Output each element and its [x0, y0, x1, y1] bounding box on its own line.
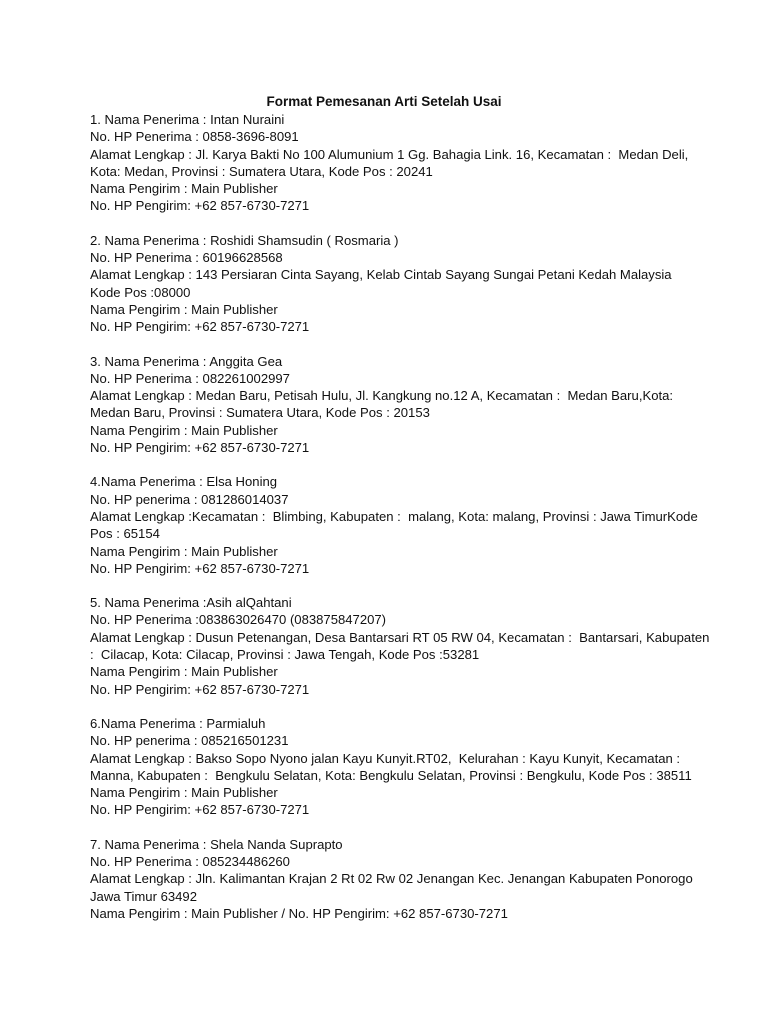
sender-name: Nama Pengirim : Main Publisher [90, 785, 278, 801]
recipient-name: 3. Nama Penerima : Anggita Gea [90, 353, 283, 369]
recipient-phone: No. HP Penerima : 60196628568 [90, 250, 283, 266]
sender-phone: No. HP Pengirim: +62 857-6730-7271 [90, 319, 310, 335]
recipient-phone: No. HP Penerima : 082261002997 [90, 370, 290, 386]
address-line: Kode Pos :08000 [90, 284, 191, 300]
address-line: Alamat Lengkap : Bakso Sopo Nyono jalan Kayu Kunyit.RT02, Kelurahan : Kayu Kunyit, Kecamatan : [90, 750, 681, 766]
order-entry-4 [90, 473, 698, 577]
order-entry-5 [90, 594, 710, 698]
sender-info: Nama Pengirim : Main Publisher / No. HP Pengirim: +62 857-6730-7271 [90, 905, 508, 921]
recipient-phone: No. HP Penerima :083863026470 (083875847207) [90, 612, 387, 628]
sender-phone: No. HP Pengirim: +62 857-6730-7271 [90, 560, 310, 576]
recipient-name: 6.Nama Penerima : Parmialuh [90, 715, 266, 731]
address-line: Kota: Medan, Provinsi : Sumatera Utara, Kode Pos : 20241 [90, 163, 433, 179]
order-entry-2 [90, 232, 690, 336]
recipient-name: 1. Nama Penerima : Intan Nuraini [90, 112, 285, 127]
address-line: Pos : 65154 [90, 526, 160, 542]
recipient-name: 5. Nama Penerima :Asih alQahtani [90, 595, 292, 611]
sender-name: Nama Pengirim : Main Publisher [90, 664, 278, 680]
address-line: Alamat Lengkap : Jl. Karya Bakti No 100 Alumunium 1 Gg. Bahagia Link. 16, Kecamatan : Medan Deli, [90, 146, 689, 162]
recipient-phone: No. HP penerima : 085216501231 [90, 733, 289, 749]
sender-phone: No. HP Pengirim: +62 857-6730-7271 [90, 802, 310, 818]
order-entry-6 [90, 715, 690, 819]
recipient-name: 4.Nama Penerima : Elsa Honing [90, 474, 278, 490]
sender-name: Nama Pengirim : Main Publisher [90, 422, 278, 438]
recipient-phone: No. HP Penerima : 0858-3696-8091 [90, 129, 299, 145]
sender-name: Nama Pengirim : Main Publisher [90, 301, 278, 317]
sender-name: Nama Pengirim : Main Publisher [90, 181, 278, 197]
address-line: Medan Baru, Provinsi : Sumatera Utara, Kode Pos : 20153 [90, 405, 430, 421]
address-line: Manna, Kabupaten : Bengkulu Selatan, Kota: Bengkulu Selatan, Provinsi : Bengkulu, Kode Pos : 38511 [90, 767, 692, 783]
order-entry-7 [90, 836, 693, 922]
recipient-name: 7. Nama Penerima : Shela Nanda Suprapto [90, 836, 343, 852]
recipient-phone: No. HP penerima : 081286014037 [90, 491, 289, 507]
address-line: Alamat Lengkap :Kecamatan : Blimbing, Kabupaten : malang, Kota: malang, Provinsi : Jawa TimurKode [90, 508, 698, 524]
address-line: Alamat Lengkap : Jln. Kalimantan Krajan 2 Rt 02 Rw 02 Jenangan Kec. Jenangan Kabupaten Ponorogo [90, 871, 693, 887]
address-line: Alamat Lengkap : Medan Baru, Petisah Hulu, Jl. Kangkung no.12 A, Kecamatan : Medan Baru,Kota: [90, 388, 674, 404]
recipient-phone: No. HP Penerima : 085234486260 [90, 853, 290, 869]
address-line: Alamat Lengkap : Dusun Petenangan, Desa Bantarsari RT 05 RW 04, Kecamatan : Bantarsari, Kabupaten [90, 629, 710, 645]
document-title: Format Pemesanan Arti Setelah Usai [266, 94, 502, 109]
address-line: Jawa Timur 63492 [90, 888, 197, 904]
sender-phone: No. HP Pengirim: +62 857-6730-7271 [90, 198, 310, 214]
sender-name: Nama Pengirim : Main Publisher [90, 543, 278, 559]
address-line: Alamat Lengkap : 143 Persiaran Cinta Sayang, Kelab Cintab Sayang Sungai Petani Kedah Malaysia [90, 267, 672, 283]
sender-phone: No. HP Pengirim: +62 857-6730-7271 [90, 440, 310, 456]
address-line: : Cilacap, Kota: Cilacap, Provinsi : Jawa Tengah, Kode Pos :53281 [90, 647, 480, 663]
recipient-name: 2. Nama Penerima : Roshidi Shamsudin ( Rosmaria ) [90, 232, 399, 248]
order-entry-1 [90, 111, 690, 215]
order-list [90, 111, 710, 939]
order-entry-3 [90, 353, 690, 457]
sender-phone: No. HP Pengirim: +62 857-6730-7271 [90, 681, 310, 697]
